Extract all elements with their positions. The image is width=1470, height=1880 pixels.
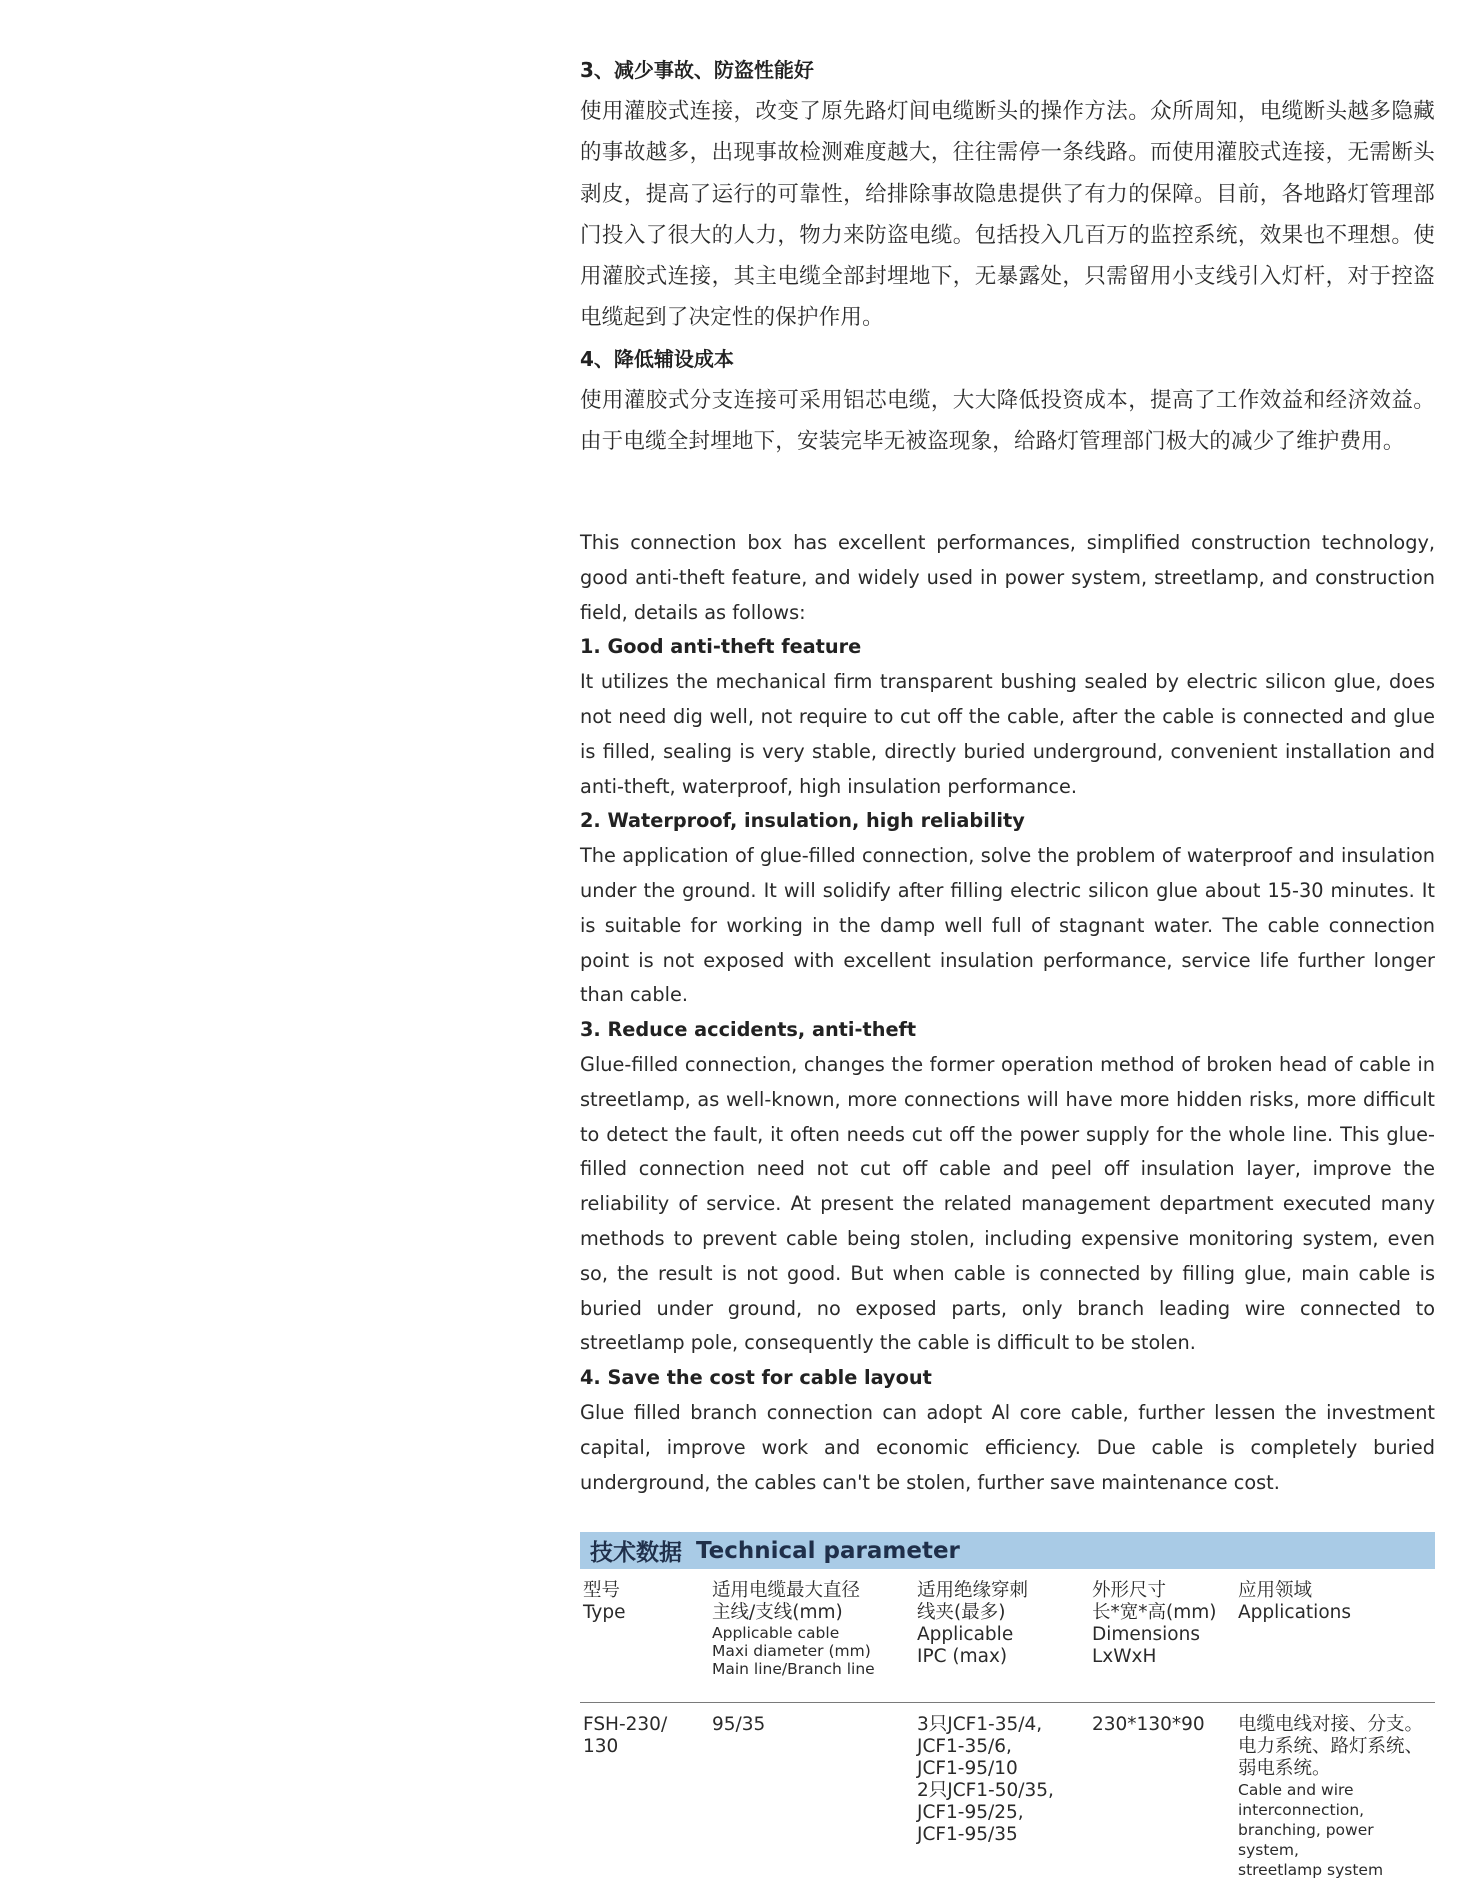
cell-dimensions: 230*130*90 <box>1092 1714 1205 1735</box>
cell-ipc <box>917 1714 1087 1846</box>
en-heading-3: 3. Reduce accidents, anti-theft <box>580 1018 917 1042</box>
en-heading-4: 4. Save the cost for cable layout <box>580 1366 932 1390</box>
cell-type <box>583 1714 703 1758</box>
cell-ipc-line1: 3只JCF1-35/4, <box>917 1714 1043 1735</box>
cell-ipc-line6: JCF1-95/35 <box>917 1824 1018 1845</box>
cell-app-en4: streetlamp system <box>1238 1861 1384 1879</box>
header-ipc <box>917 1580 1087 1668</box>
zh-paragraph-4: 使用灌胶式分支连接可采用铝芯电缆，大大降低投资成本，提高了工作效益和经济效益。由于电缆全封埋地下，安装完毕无被盗现象，给路灯管理部门极大的减少了维护费用。 <box>580 387 1435 455</box>
en-paragraph-1: It utilizes the mechanical firm transparent bushing sealed by electric silicon glue, does not need dig well, not require to cut off the cable, after the cable is connected and glue is filled, sealing is very stable, directly buried underground, convenient installation and anti-theft, waterproof, high insulation performance. <box>580 670 1435 798</box>
cell-applications <box>1238 1714 1438 1880</box>
cell-app-en3: branching, power system, <box>1238 1821 1374 1859</box>
en-paragraph-2: The application of glue-filled connection, solve the problem of waterproof and insulation under the ground. It will solidify after filling electric silicon glue about 15-30 minutes. It is suitable for working in the damp well full of stagnant water. The cable connection point is not exposed with excellent insulation performance, service life further longer than cable. <box>580 844 1435 1007</box>
header-ipc-en1: Applicable <box>917 1624 1014 1645</box>
zh-heading-4: 4、降低辅设成本 <box>580 346 734 371</box>
header-ipc-zh2: 线夹(最多) <box>917 1602 1006 1623</box>
header-cable-en2: Maxi diameter (mm) <box>712 1642 871 1660</box>
header-cable-zh2: 主线/支线(mm) <box>712 1602 843 1623</box>
cell-ipc-line5: JCF1-95/25, <box>917 1802 1024 1823</box>
header-dimensions <box>1092 1580 1232 1668</box>
zh-paragraph-3: 使用灌胶式连接，改变了原先路灯间电缆断头的操作方法。众所周知，电缆断头越多隐藏的事故越多，出现事故检测难度越大，往往需停一条线路。而使用灌胶式连接，无需断头剥皮，提高了运行的可靠性，给排除事故隐患提供了有力的保障。目前，各地路灯管理部门投入了很大的人力，物力来防盗电缆。包括投入几百万的监控系统，效果也不理想。使用灌胶式连接，其主电缆全部封埋地下，无暴露处，只需留用小支线引入灯杆，对于控盗电缆起到了决定性的保护作用。 <box>580 99 1435 331</box>
tech-title-en: Technical parameter <box>696 1537 960 1564</box>
header-type-en: Type <box>583 1602 626 1623</box>
cell-type-line2: 130 <box>583 1736 619 1757</box>
header-applications <box>1238 1580 1438 1624</box>
cell-app-zh3: 弱电系统。 <box>1238 1758 1331 1779</box>
header-cable-en3: Main line/Branch line <box>712 1660 875 1678</box>
zh-heading-3: 3、减少事故、防盗性能好 <box>580 58 814 82</box>
cell-ipc-line3: JCF1-95/10 <box>917 1758 1018 1779</box>
tech-title-zh: 技术数据 <box>590 1540 682 1566</box>
en-heading-2: 2. Waterproof, insulation, high reliability <box>580 809 1025 833</box>
header-dim-en2: LxWxH <box>1092 1646 1157 1667</box>
table-divider <box>580 1702 1435 1703</box>
table-header <box>580 1580 1435 1700</box>
header-app-zh: 应用领域 <box>1238 1580 1313 1601</box>
cell-type-line1: FSH-230/ <box>583 1714 668 1735</box>
header-type <box>583 1580 703 1624</box>
header-dim-zh1: 外形尺寸 <box>1092 1580 1167 1601</box>
header-dim-zh2: 长*宽*高(mm) <box>1092 1602 1217 1623</box>
en-intro: This connection box has excellent performances, simplified construction technology, good anti-theft feature, and widely used in power system, streetlamp, and construction field, details as follows: <box>580 531 1435 624</box>
en-section <box>580 526 1435 1500</box>
cell-ipc-line2: JCF1-35/6, <box>917 1736 1012 1757</box>
cell-app-en1: Cable and wire <box>1238 1781 1354 1799</box>
header-cable-en1: Applicable cable <box>712 1624 840 1642</box>
header-ipc-zh1: 适用绝缘穿刺 <box>917 1580 1029 1601</box>
header-cable <box>712 1580 902 1678</box>
header-dim-en1: Dimensions <box>1092 1624 1200 1645</box>
cell-app-zh2: 电力系统、路灯系统、 <box>1238 1736 1424 1757</box>
header-app-en: Applications <box>1238 1602 1352 1623</box>
en-paragraph-4: Glue filled branch connection can adopt Al core cable, further lessen the investment capital, improve work and economic efficiency. Due cable is completely buried underground, the cables can't be stolen, further save maintenance cost. <box>580 1400 1435 1494</box>
zh-section <box>580 50 1435 462</box>
cell-app-zh1: 电缆电线对接、分支。 <box>1238 1714 1424 1735</box>
en-paragraph-3: Glue-filled connection, changes the former operation method of broken head of cable in streetlamp, as well-known, more connections will have more hidden risks, more difficult to detect the fault, it often needs cut off the power supply for the whole line. This glue-filled connection need not cut off cable and peel off insulation layer, improve the reliability of service. At present the related management department executed many methods to prevent cable being stolen, including expensive monitoring system, even so, the result is not good. But when cable is connected by filling glue, main cable is buried under ground, no exposed parts, only branch leading wire connected to streetlamp pole, consequently the cable is difficult to be stolen. <box>580 1052 1435 1355</box>
cell-ipc-line4: 2只JCF1-50/35, <box>917 1780 1054 1801</box>
cell-cable: 95/35 <box>712 1714 766 1735</box>
header-cable-zh1: 适用电缆最大直径 <box>712 1580 861 1601</box>
tech-title-bar <box>580 1532 1435 1569</box>
cell-app-en2: interconnection, <box>1238 1801 1365 1819</box>
en-heading-1: 1. Good anti-theft feature <box>580 635 862 659</box>
header-ipc-en2: IPC (max) <box>917 1646 1008 1667</box>
header-type-zh: 型号 <box>583 1580 621 1601</box>
tech-table <box>580 1580 1435 1879</box>
